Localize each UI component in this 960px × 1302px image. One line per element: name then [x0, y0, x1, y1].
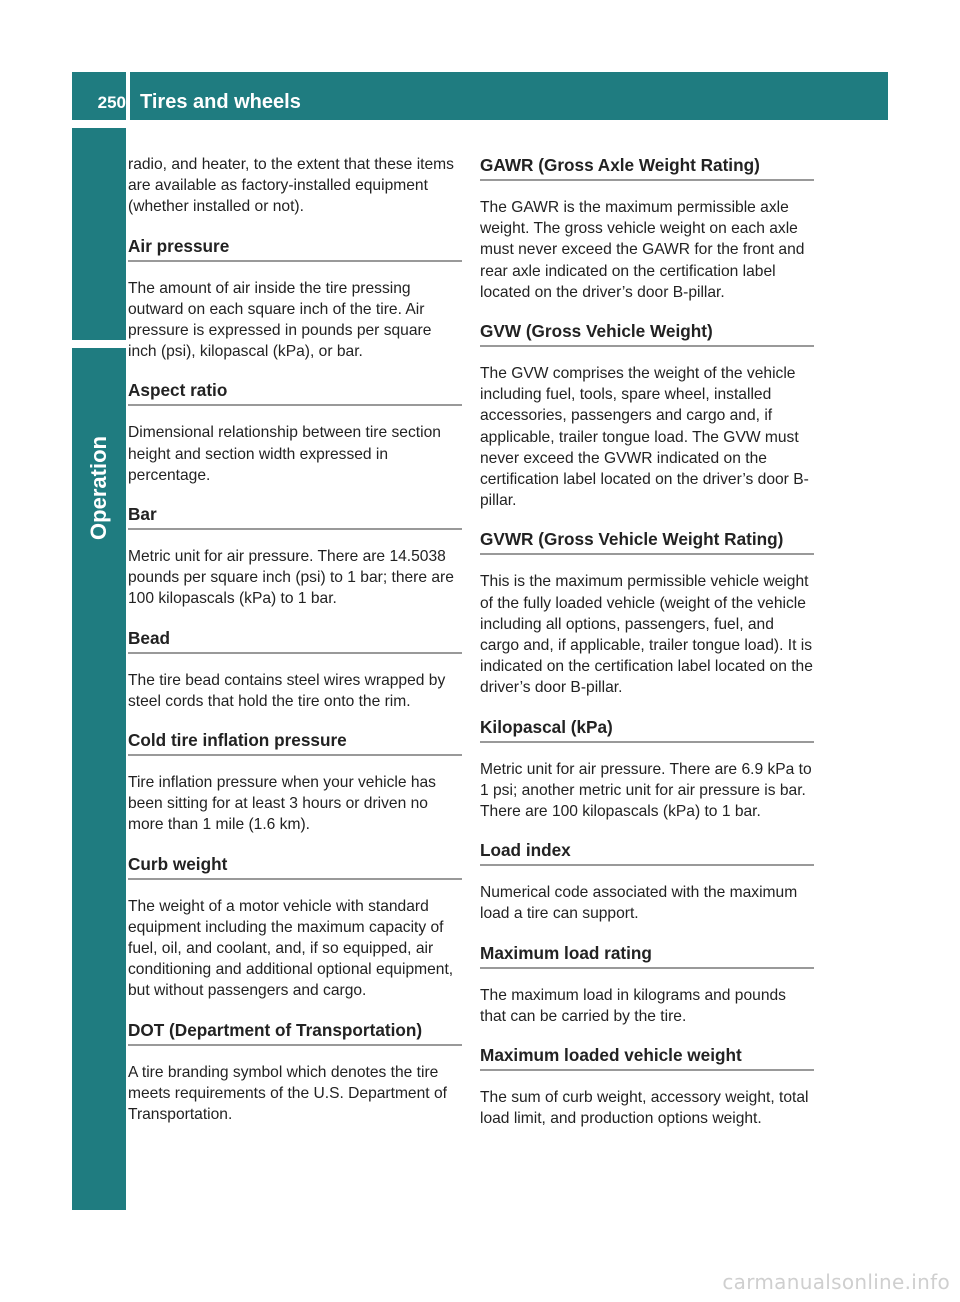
- term-heading: Kilopascal (kPa): [480, 716, 814, 743]
- term-heading: Aspect ratio: [128, 379, 462, 406]
- term-definition: The sum of curb weight, accessory weight, total load limit, and production options weight.: [480, 1089, 809, 1128]
- term-definition: The amount of air inside the tire pressing outward on each square inch of the tire. Air pressure is expressed in pounds per square inch (psi), kilopascal (kPa), or bar.: [128, 279, 432, 361]
- term-heading: GAWR (Gross Axle Weight Rating): [480, 154, 814, 181]
- term-heading: Bar: [128, 503, 462, 530]
- term-heading: GVWR (Gross Vehicle Weight Rating): [480, 528, 814, 555]
- chapter-title: Tires and wheels: [140, 91, 301, 113]
- term-heading: GVW (Gross Vehicle Weight): [480, 320, 814, 347]
- term-definition: Dimensional relationship between tire section height and section width expressed in percentage.: [128, 424, 441, 484]
- term-heading: Curb weight: [128, 853, 462, 880]
- term-definition: This is the maximum permissible vehicle weight of the fully loaded vehicle (weight of the vehicle including all options, passengers, fuel, and cargo and, if applicable, trailer tongue load). It is indicated on the certification label located on the driver’s door B-pillar.: [480, 573, 813, 697]
- page-number: 250: [97, 93, 126, 112]
- header-divider: [126, 72, 130, 120]
- side-tab-label: Operation: [86, 436, 111, 540]
- term-definition: The GVW comprises the weight of the vehicle including fuel, tools, spare wheel, installed accessories, passengers and cargo and, if applicable, trailer tongue load. The GVW must never exceed the GVWR indicated on the certification label located on the driver’s door B-pillar.: [480, 365, 809, 510]
- term-definition: The maximum load in kilograms and pounds that can be carried by the tire.: [480, 986, 786, 1025]
- term-heading: Cold tire inflation pressure: [128, 729, 462, 756]
- site-watermark: carmanualsonline.info: [722, 1270, 950, 1294]
- term-definition: Tire inflation pressure when your vehicle has been sitting for at least 3 hours or driven no more than 1 mile (1.6 km).: [128, 774, 436, 834]
- term-heading: Air pressure: [128, 235, 462, 262]
- term-heading: Load index: [480, 839, 814, 866]
- term-definition: The tire bead contains steel wires wrapped by steel cords that hold the tire onto the rim.: [128, 671, 446, 710]
- term-heading: Maximum load rating: [480, 942, 814, 969]
- continued-paragraph: radio, and heater, to the extent that these items are available as factory-installed equipment (whether installed or not).: [128, 156, 454, 216]
- section-side-tab: [72, 128, 126, 1210]
- left-column: [128, 154, 462, 1142]
- term-definition: Metric unit for air pressure. There are 14.5038 pounds per square inch (psi) to 1 bar; there are 100 kilopascals (kPa) to 1 bar.: [128, 548, 454, 608]
- term-definition: The weight of a motor vehicle with standard equipment including the maximum capacity of fuel, oil, and coolant, and, if so equipped, air conditioning and additional optional equipment, but without passengers and cargo.: [128, 897, 454, 1000]
- side-tab-divider: [72, 340, 126, 348]
- term-definition: A tire branding symbol which denotes the tire meets requirements of the U.S. Department of Transportation.: [128, 1063, 447, 1124]
- term-heading: Maximum loaded vehicle weight: [480, 1044, 814, 1071]
- page-header: [72, 72, 888, 120]
- term-heading: Bead: [128, 627, 462, 654]
- term-definition: The GAWR is the maximum permissible axle weight. The gross vehicle weight on each axle must never exceed the GAWR for the front and rear axle indicated on the certification label located on the driver’s door B-pillar.: [480, 199, 805, 301]
- term-heading: DOT (Department of Transportation): [128, 1019, 462, 1046]
- term-definition: Metric unit for air pressure. There are 6.9 kPa to 1 psi; another metric unit for air pressure is bar. There are 100 kilopascals (kPa) to 1 bar.: [480, 760, 812, 821]
- side-tab-label-wrap: [72, 348, 126, 628]
- right-column: [480, 154, 814, 1146]
- term-definition: Numerical code associated with the maximum load a tire can support.: [480, 884, 798, 923]
